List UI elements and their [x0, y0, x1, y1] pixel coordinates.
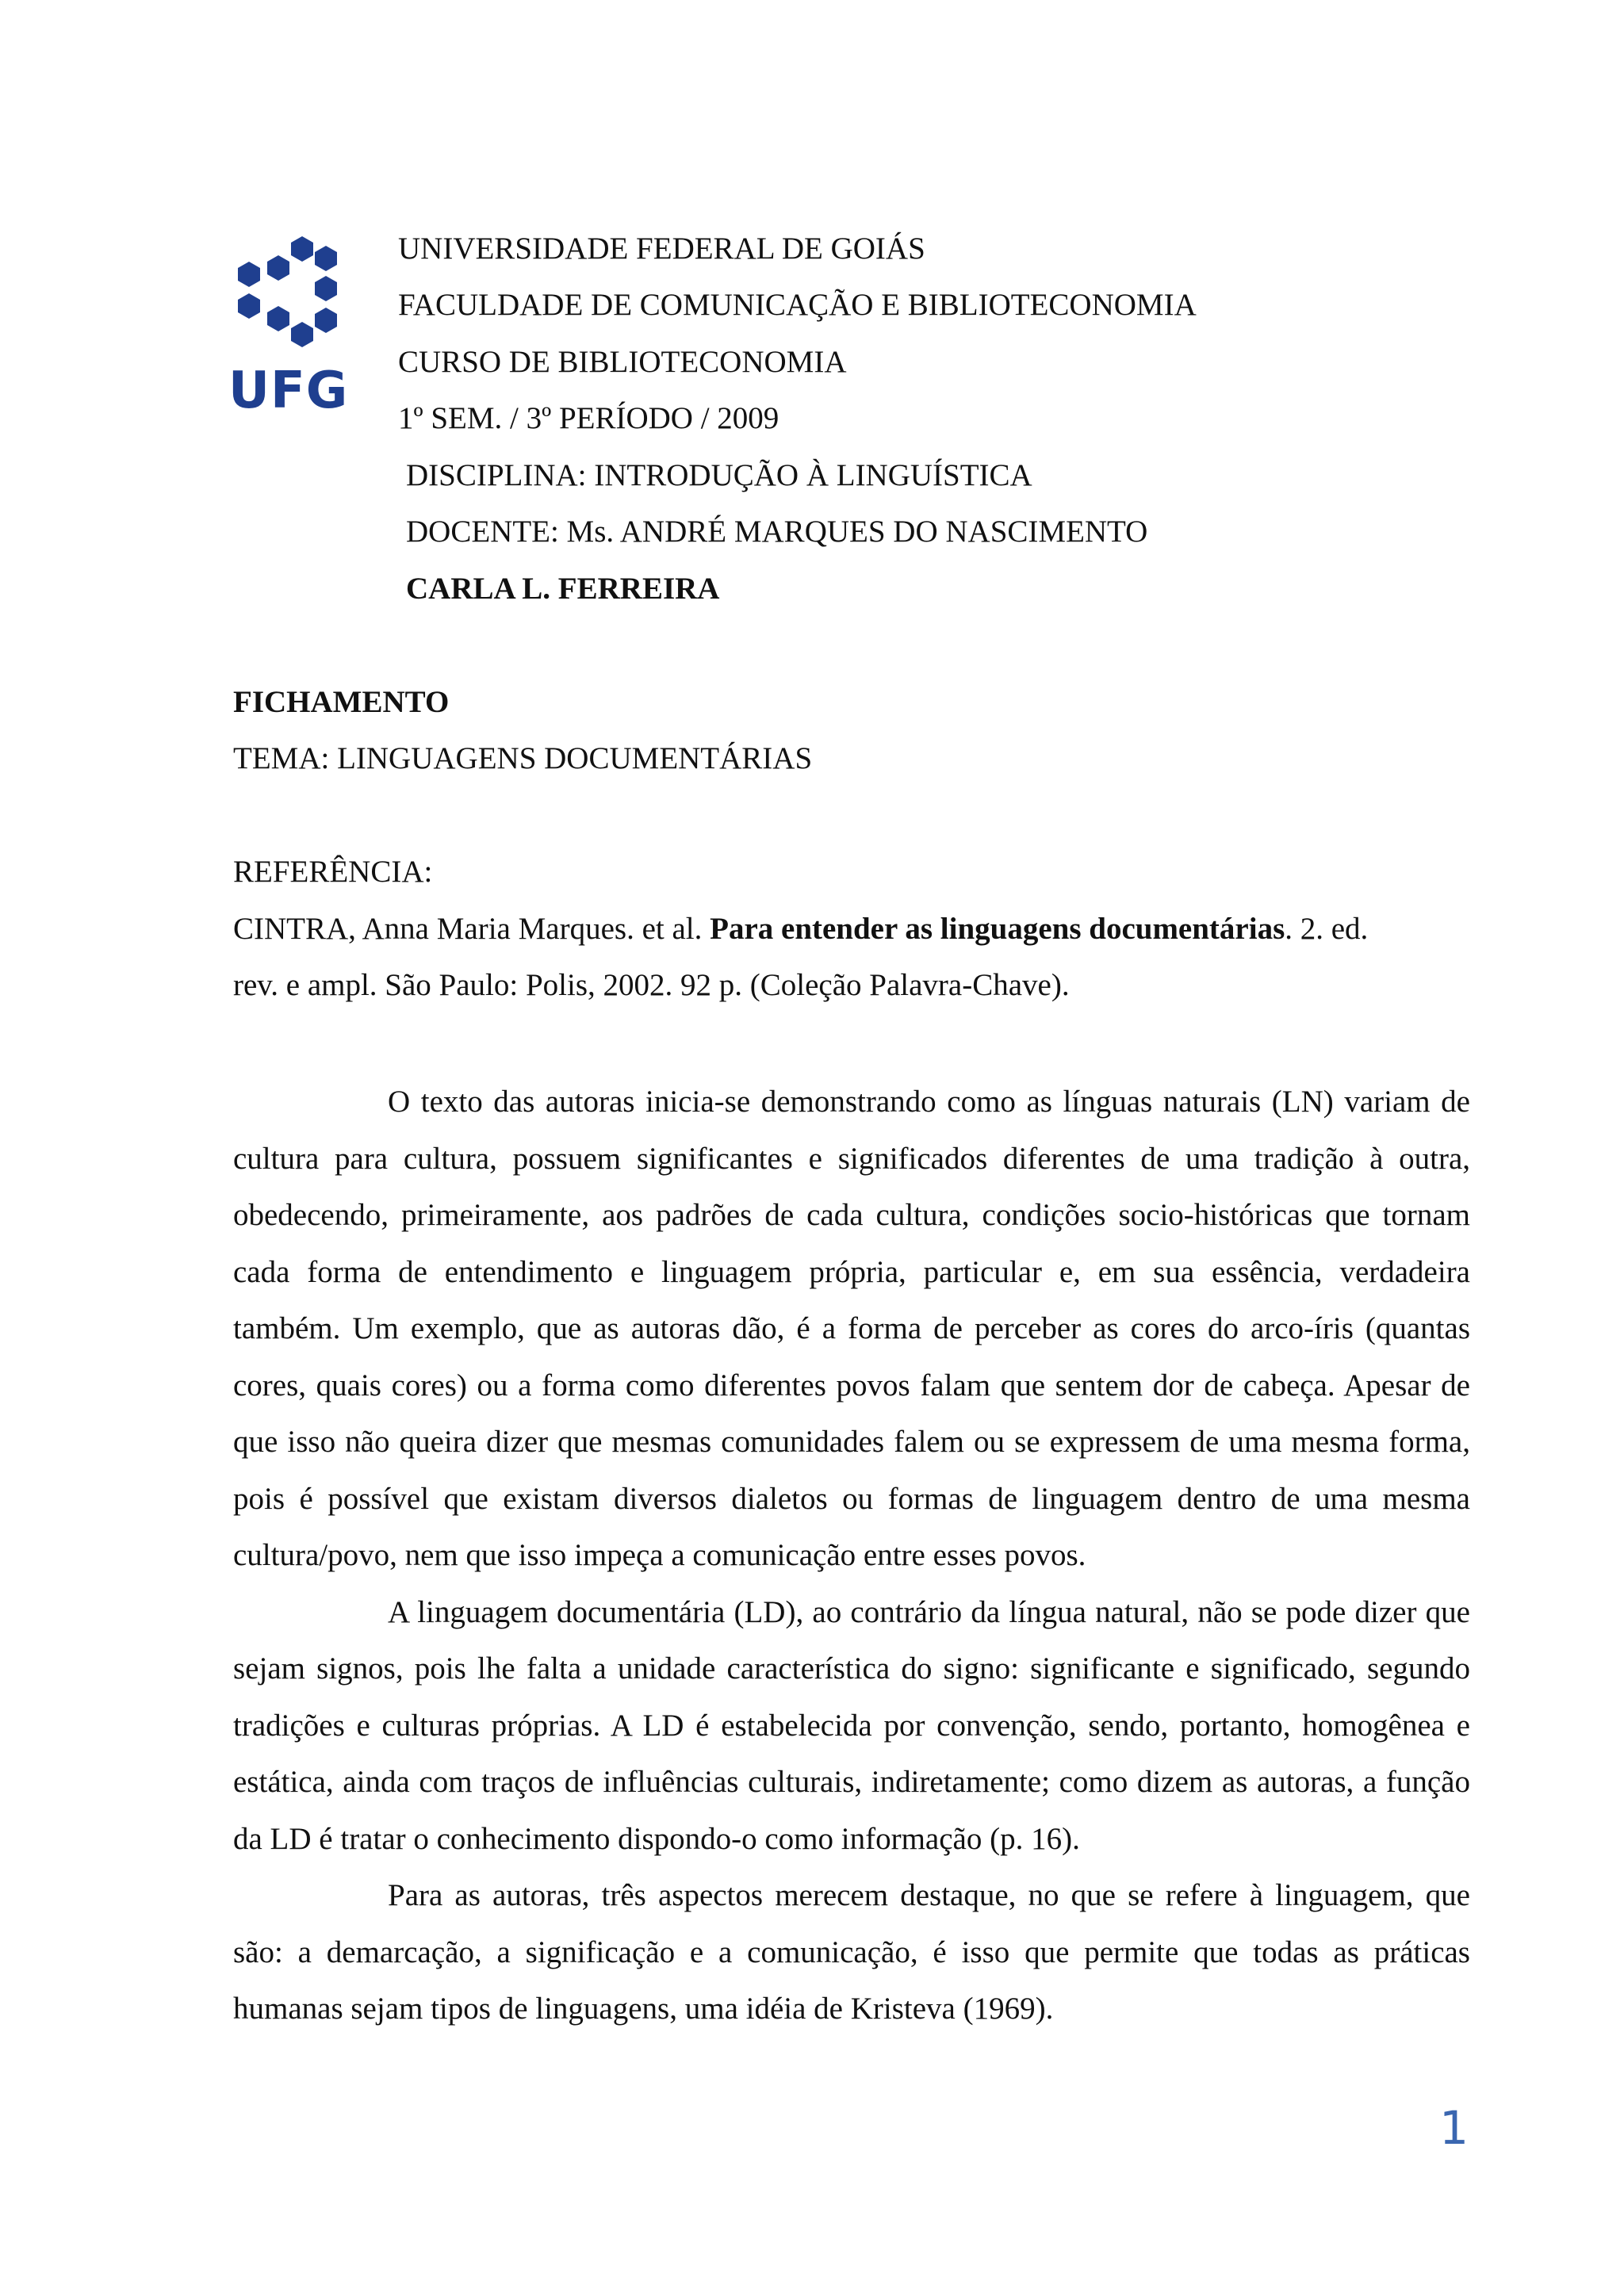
paragraph: O texto das autoras inicia-se demonstrando como as línguas naturais (LN) variam de cultura para cultura, possuem significantes e significados diferentes de uma tradição à outra, obedecendo, primeiramente, aos padrões de cada cultura, condições socio-históricas que tornam cada forma de entendimento e linguagem própria, particular e, em sua essência, verdadeira também. Um exemplo, que as autoras dão, é a forma de perceber as cores do arco-íris (quantas cores, quais cores) ou a forma como diferentes povos falam que sentem dor de cabeça. Apesar de que isso não queira dizer que mesmas comunidades falem ou se expressem de uma mesma forma, pois é possível que existam diversos dialetos ou formas de linguagem dentro de uma mesma cultura/povo, nem que isso impeça a comunicação entre esses povos. [233, 1085, 1470, 1572]
header-author: CARLA L. FERREIRA [406, 572, 720, 606]
header-teacher: DOCENTE: Ms. ANDRÉ MARQUES DO NASCIMENTO [406, 515, 1148, 549]
header-course: CURSO DE BIBLIOTECONOMIA [398, 345, 847, 379]
header-faculty: FACULDADE DE COMUNICAÇÃO E BIBLIOTECONOMIA [398, 288, 1197, 322]
ufg-logo-text: UFG [228, 362, 349, 420]
ufg-hexagon-logo-icon [228, 230, 355, 357]
referencia-label: REFERÊNCIA: [233, 855, 433, 889]
page-number: 1 [1439, 2101, 1469, 2155]
header-semester: 1º SEM. / 3º PERÍODO / 2009 [398, 401, 779, 435]
body-text [233, 1073, 1470, 2038]
paragraph: Para as autoras, três aspectos merecem destaque, no que se refere à linguagem, que são: a demarcação, a significação e a comunicação, é isso que permite que todas as práticas humanas sejam tipos de linguagens, uma idéia de Kristeva (1969). [233, 1878, 1470, 2026]
referencia-authors: CINTRA, Anna Maria Marques. et al. [233, 912, 710, 946]
header-university: UNIVERSIDADE FEDERAL DE GOIÁS [398, 232, 925, 266]
referencia-edition: . 2. ed. [1285, 912, 1369, 946]
ufg-logo [228, 230, 355, 428]
referencia-citation [233, 910, 1368, 948]
header-discipline: DISCIPLINA: INTRODUÇÃO À LINGUÍSTICA [406, 458, 1032, 492]
referencia-title: Para entender as linguagens documentárias [710, 912, 1285, 946]
fichamento-title: FICHAMENTO [233, 685, 450, 719]
referencia-publisher: rev. e ampl. São Paulo: Polis, 2002. 92 p. (Coleção Palavra-Chave). [233, 968, 1070, 1002]
paragraph: A linguagem documentária (LD), ao contrário da língua natural, não se pode dizer que sejam signos, pois lhe falta a unidade característica do signo: significante e significado, segundo tradições e culturas próprias. A LD é estabelecida por convenção, sendo, portanto, homogênea e estática, ainda com traços de influências culturais, indiretamente; como dizem as autoras, a função da LD é tratar o conhecimento dispondo-o como informação (p. 16). [233, 1594, 1470, 1856]
fichamento-tema: TEMA: LINGUAGENS DOCUMENTÁRIAS [233, 741, 813, 775]
